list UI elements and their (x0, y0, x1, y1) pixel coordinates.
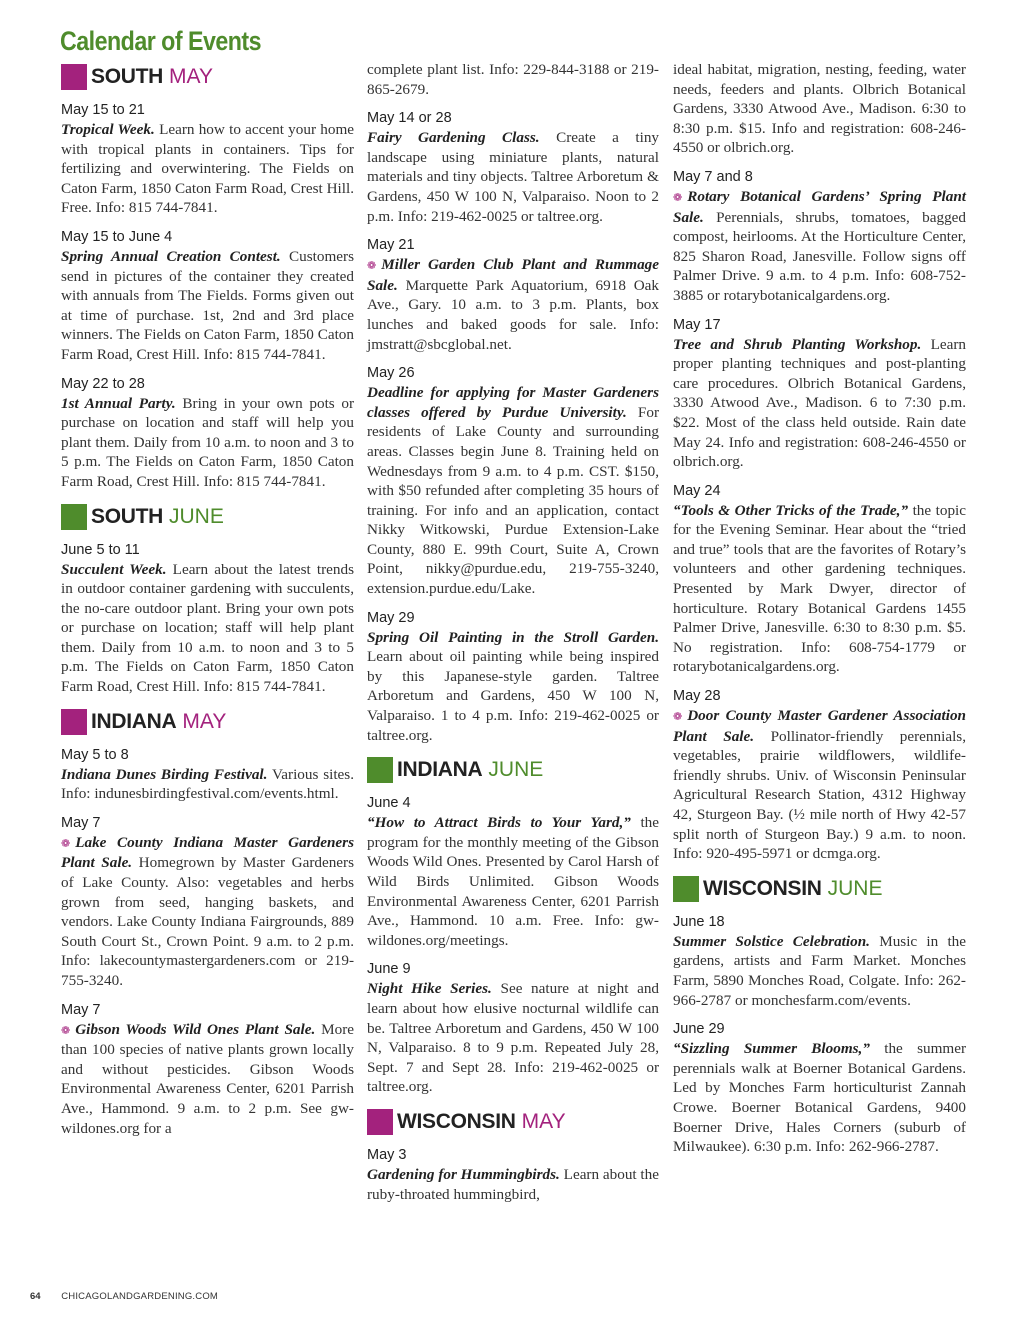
event-date: May 21 (367, 237, 415, 254)
flower-icon: ❁ (61, 1023, 71, 1037)
event-title: “Tools & Other Tricks of the Trade,” (673, 501, 909, 519)
event-item (673, 687, 966, 864)
column-2 (367, 60, 659, 1214)
event-item (61, 375, 354, 492)
event-item (673, 913, 966, 1010)
event-description: ideal habitat, migration, nesting, feeding, water needs, feeders and plants. Olbrich Botanical Gardens, 3330 Atwood Ave., Madison. 6:30 to 8:30 p.m. $15. Info and registration: 608-246-4550 or olbrich.org. (673, 61, 966, 157)
event-item (61, 541, 354, 697)
event-date: May 24 (673, 482, 721, 499)
event-item (673, 1020, 966, 1157)
event-description: Homegrown by Master Gardeners of Lake County. Also: vegetables and herbs grown from seed, hanging baskets, and vendors. Lake County Indiana Fairgrounds, 889 South Court St., Crown Point. 9 a.m. to 2 p.m. Info: lakecountymastergardeners.com or 219-755-3240. (61, 854, 355, 989)
event-title: 1st Annual Party. (61, 394, 176, 412)
event-title: Fairy Gardening Class. (367, 129, 540, 147)
column-1 (61, 60, 354, 1148)
event-title: “How to Attract Birds to Your Yard,” (367, 814, 631, 832)
event-date: June 5 to 11 (61, 541, 140, 558)
event-description: Learn proper planting techniques and post-planting care procedures. Olbrich Botanical Gardens, 3330 Atwood Ave., Madison. 6 to 7:30 p.m. $22. Most of the class held outside. Rain date May 24. Info and registration: 608-246-4550 or olbrich.org. (673, 335, 967, 471)
event-title: Spring Oil Painting in the Stroll Garden. (367, 628, 659, 646)
event-description: Learn how to accent your home with tropical plants in containers. Tips for fertilizing and overwintering. The Fields on Caton Farm, 1850 Caton Farm Road, Crest Hill. Free. Info: 815 744-7841. (61, 121, 355, 217)
event-date: May 3 (367, 1146, 407, 1163)
event-item (61, 814, 354, 991)
event-title: Door County Master Gardener Association Plant Sale. (673, 707, 966, 745)
section-marker (367, 1109, 393, 1135)
section-region: SOUTH (91, 504, 164, 528)
event-description: complete plant list. Info: 229-844-3188 or 219-865-2679. (367, 61, 659, 98)
section-month: JUNE (827, 876, 883, 900)
event-item (367, 1146, 659, 1204)
event-date: June 4 (367, 795, 411, 812)
event-item (673, 168, 966, 306)
event-description: the program for the monthly meeting of the Gibson Woods Wild Ones. Presented by Carol Harsh of Wild Birds Unlimited. Gibson Woods Environmental Awareness Center, 6201 Parrish Ave., Hammond. 10 a.m. Free. Info: gw-wildones.org/meetings. (367, 814, 660, 949)
event-item (367, 794, 659, 950)
event-description: Create a tiny landscape using miniature plants, natural materials and tiny objects. Taltree Arboretum & Gardens, 450 W 100 N, Valparaiso. Noon to 2 p.m. Info: 219-462-0025 or taltree.org. (367, 129, 660, 225)
event-title: Miller Garden Club Plant and Rummage Sale. (367, 256, 659, 294)
event-date: May 22 to 28 (61, 375, 145, 392)
event-date: May 7 (61, 814, 101, 831)
event-date: May 15 to 21 (61, 102, 145, 118)
event-title: Indiana Dunes Birding Festival. (61, 765, 268, 783)
event-date: June 9 (367, 961, 411, 978)
event-title: Tree and Shrub Planting Workshop. (673, 335, 922, 353)
event-date: May 26 (367, 365, 415, 382)
event-description: the summer perennials walk at Boerner Botanical Gardens. Led by Monches Farm horticulturist Zannah Crowe. Boerner Botanical Gardens, 9400 Boerner Drive, Hales Corners (suburb of Milwaukee). 6:30 p.m. Info: 262-966-2787. (673, 1040, 966, 1156)
event-title: Tropical Week. (61, 121, 155, 138)
event-title: Deadline for applying for Master Gardeners classes offered by Purdue University. (367, 384, 659, 421)
event-date: May 7 and 8 (673, 168, 753, 185)
event-description: For residents of Lake County and surrounding areas. Classes begin June 8. Training held on Wednesdays from 9 a.m. to 4 p.m. CST. $150, with $50 refunded after completing 35 hours of training. For info and an application, contact Nikky Witkowski, Purdue Extension-Lake County, 880 E. 99th Court, Suite A, Crown Point, nikky@purdue.edu, 219-755-3240, extension.purdue.edu/Lake. (367, 403, 660, 598)
section-marker (673, 876, 699, 902)
section-region: WISCONSIN (703, 876, 822, 900)
page-footer (30, 1291, 218, 1302)
event-description: Marquette Park Aquatorium, 6918 Oak Ave., Gary. 10 a.m. to 3 p.m. Plants, box lunches and baked goods for sale. Info: jmstratt@sbcglobal.net. (367, 276, 659, 353)
section-header-wisconsin-june (673, 874, 966, 904)
section-month: JUNE (169, 504, 224, 528)
section-month: JUNE (488, 758, 544, 782)
event-item (61, 228, 354, 365)
event-date: May 14 or 28 (367, 110, 452, 127)
event-item (61, 1001, 354, 1139)
event-item-continued (673, 60, 966, 158)
event-description: Music in the gardens, artists and Farm Market. Monches Farm, 5890 Monches Road, Colgate. Info: 262-966-2787 or monchesfarm.com/events. (673, 932, 967, 1009)
event-title: Night Hike Series. (367, 980, 492, 998)
event-date: May 5 to 8 (61, 746, 129, 763)
event-description: Various sites. Info: indunesbirdingfestival.com/events.html. (61, 765, 354, 803)
section-marker (61, 64, 87, 90)
event-description: Bring in your own pots or purchase on location and staff will help you plant them. Daily from 10 a.m. to noon and 3 to 5 p.m. The Fields on Caton Farm, 1850 Caton Farm Road, Crest Hill. Info: 815 744-7841. (61, 394, 354, 490)
event-description: Perennials, shrubs, tomatoes, bagged compost, heirlooms. At the Horticulture Center, 825 Sharon Road, Janesville. Follow signs off Palmer Drive. 9 a.m. to 4 p.m. Info: 608-752-3885 or rotarybotanicalgardens.org. (673, 208, 966, 304)
event-date: June 29 (673, 1021, 725, 1038)
event-date: May 17 (673, 316, 721, 333)
section-month: MAY (182, 709, 227, 733)
event-item (367, 109, 659, 226)
event-item (367, 960, 659, 1097)
section-header-south-june (61, 502, 354, 532)
event-description: More than 100 species of native plants grown locally and without pesticides. Gibson Woods Environmental Awareness Center, 6201 Parrish Ave., Hammond. 9 a.m. to 2 p.m. See gw-wildones.org for a (61, 1020, 355, 1137)
section-header-wisconsin-may (367, 1107, 659, 1137)
event-item (673, 316, 966, 472)
event-item (61, 746, 354, 804)
event-date: June 18 (673, 913, 725, 930)
event-title: Gibson Woods Wild Ones Plant Sale. (75, 1020, 316, 1038)
flower-icon: ❁ (673, 710, 683, 724)
event-item (673, 482, 966, 677)
section-month: MAY (169, 65, 213, 88)
event-description: Customers send in pictures of the container they created with annuals from The Fields. Forms given out at time of purchase. 1st, 2nd and 3rd place winners. The Fields on Caton Farm, 1850 Caton Farm Road, Crest Hill. Info: 815 744-7841. (61, 247, 355, 363)
event-date: May 28 (673, 688, 721, 705)
event-date: May 7 (61, 1001, 101, 1018)
event-item (61, 101, 354, 218)
flower-icon: ❁ (673, 190, 683, 204)
event-description: See nature at night and learn about how elusive nocturnal wildlife can be. Taltree Arboretum and Gardens, 450 W 100 N, Valparaiso. 8 to 9 p.m. Repeated July 28, Sept. 7 and Sept 28. Info: 219-462-0025 or taltree.org. (367, 980, 660, 1096)
footer-site: CHICAGOLANDGARDENING.COM (61, 1291, 219, 1302)
section-marker (61, 504, 87, 530)
flower-icon: ❁ (367, 259, 377, 273)
event-item (367, 364, 659, 599)
event-description: Learn about the latest trends in outdoor container gardening with succulents, the no-care outdoor plant. Bring your own pots or purchase on location; staff will help plant them. Daily from 10 a.m. to noon and 3 to 5 p.m. The Fields on Caton Farm, 1850 Caton Farm Road, Crest Hill. Info: 815 744-7841. (61, 560, 355, 696)
event-title: Lake County Indiana Master Gardeners Plant Sale. (61, 833, 354, 872)
event-title: Gardening for Hummingbirds. (367, 1165, 560, 1183)
event-description: Learn about oil painting while being inspired by this Japanese-style garden. Taltree Arboretum and Gardens, 450 W 100 N, Valparaiso. 1 to 4 p.m. Info: 219-462-0025 or taltree.org. (367, 648, 659, 744)
event-title: “Sizzling Summer Blooms,” (673, 1040, 870, 1058)
page-title: Calendar of Events (60, 26, 262, 56)
event-item (367, 236, 659, 354)
event-description: Learn about the ruby-throated hummingbird, (367, 1165, 659, 1203)
column-3 (673, 60, 966, 1167)
section-header-south-may (61, 62, 354, 92)
event-description: Pollinator-friendly perennials, vegetables, prairie wildflowers, wildlife-friendly shrubs. Univ. of Wisconsin Peninsular Agricultural Research Station, 4312 Highway 42, Sturgeon Bay. (½ mile north of Hwy 42-57 split north of Sturgeon Bay.) 9 a.m. to noon. Info: 920-495-5971 or dcmga.org. (673, 727, 966, 863)
event-title: Summer Solstice Celebration. (673, 932, 870, 950)
flower-icon: ❁ (61, 836, 71, 850)
section-marker (367, 757, 393, 783)
section-region: WISCONSIN (397, 1109, 516, 1133)
section-header-indiana-june (367, 755, 659, 785)
event-date: May 29 (367, 609, 415, 626)
event-title: Succulent Week. (61, 560, 167, 578)
event-description: the topic for the Evening Seminar. Hear about the “tried and true” tools that are the favorites of Rotary’s volunteers and other gardening techniques. Presented by Mark Dwyer, director of horticulture. Rotary Botanical Gardens 1455 Palmer Drive, Janesville. 6:30 to 8:30 p.m. $5. No registration. Info: 608-754-1779 or rotarybotanicalgardens.org. (673, 501, 967, 676)
section-marker (61, 709, 87, 735)
section-region: INDIANA (397, 758, 483, 782)
event-item (367, 609, 659, 746)
section-month: MAY (521, 1109, 566, 1133)
section-region: INDIANA (91, 709, 177, 733)
event-date: May 15 to June 4 (61, 228, 173, 245)
section-region: SOUTH (91, 65, 164, 88)
event-item-continued (367, 60, 659, 99)
event-title: Rotary Botanical Gardens’ Spring Plant Sale. (673, 187, 966, 226)
page-number: 64 (30, 1291, 41, 1302)
event-title: Spring Annual Creation Contest. (61, 247, 281, 265)
section-header-indiana-may (61, 707, 354, 737)
